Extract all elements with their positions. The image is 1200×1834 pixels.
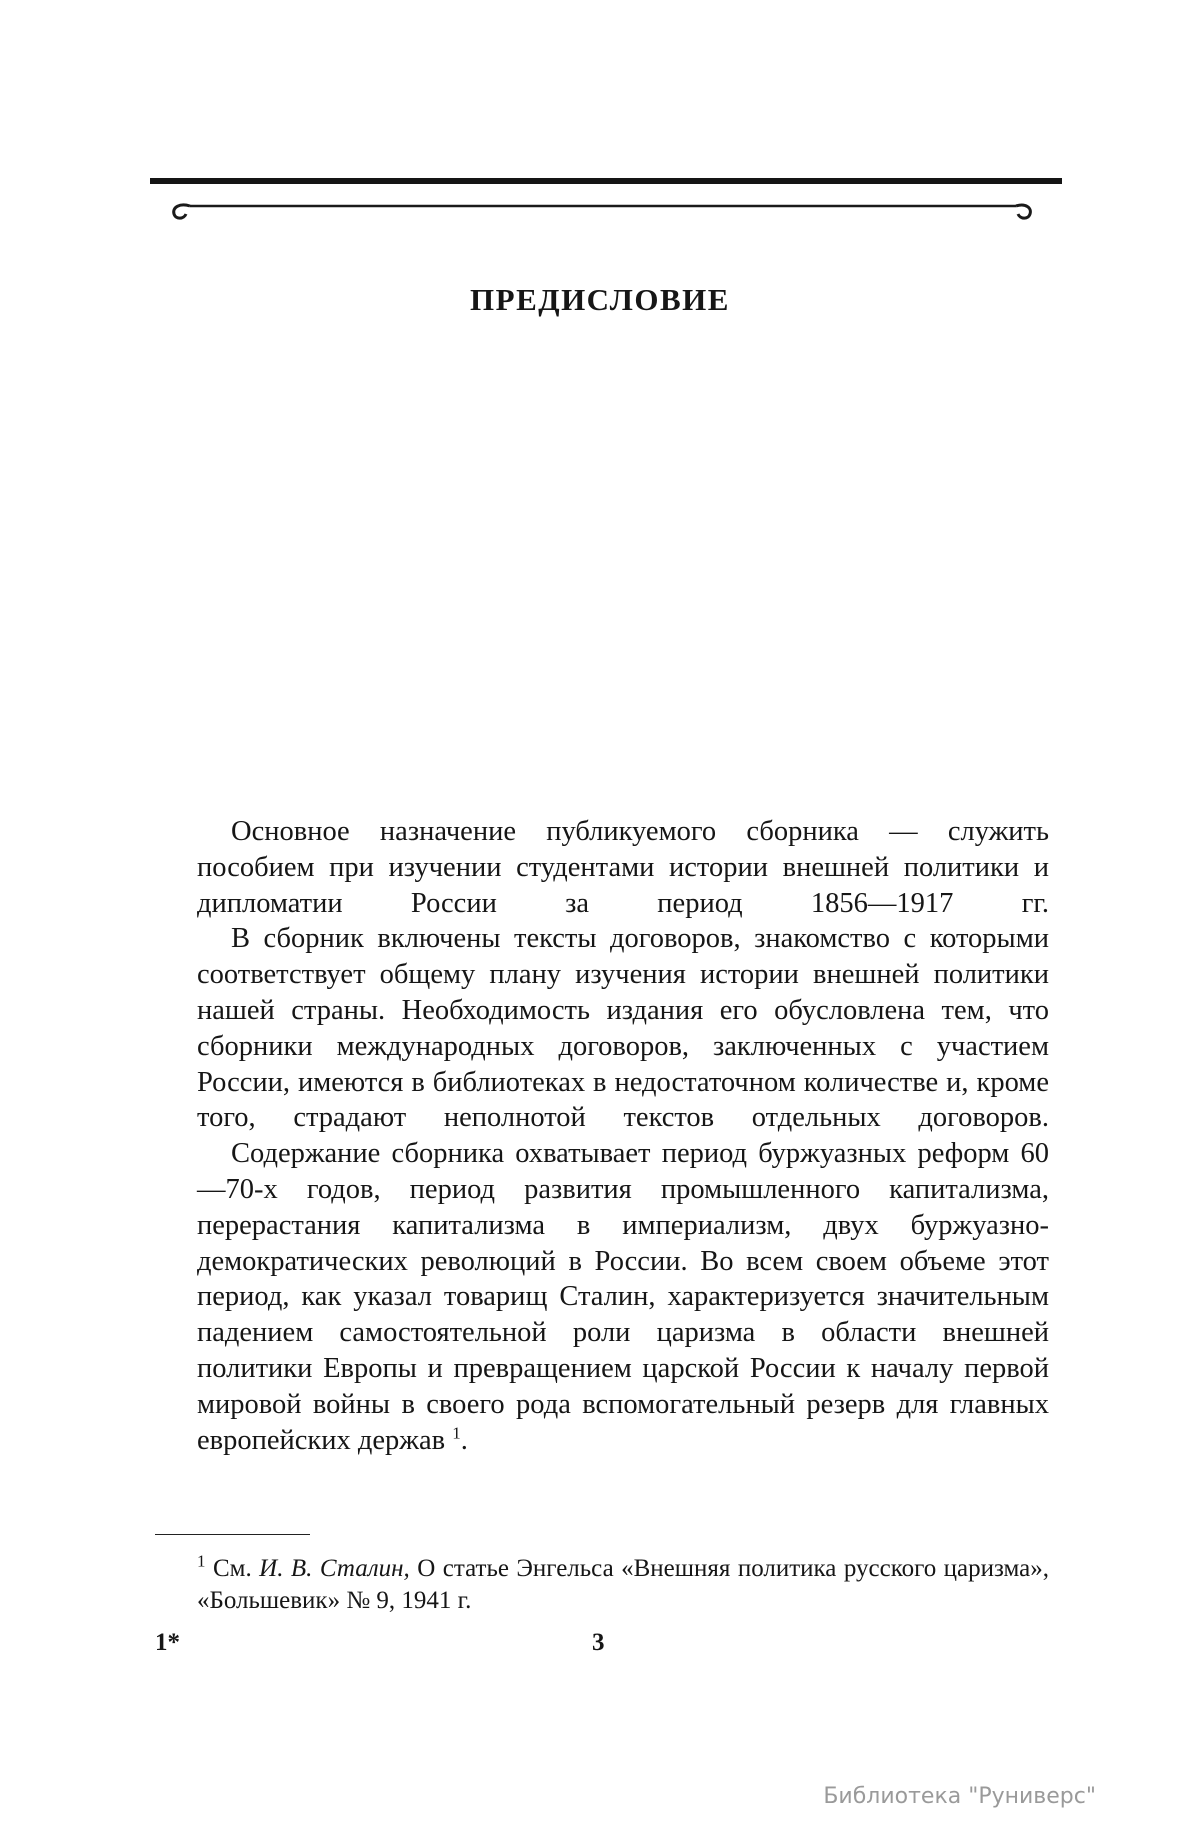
paragraph-1: Основное назначение публикуемого сборника — служить пособием при изучении студентами истории внешней политики и дипломатии России за период 1856—1917 гг. bbox=[197, 816, 1049, 919]
footnote bbox=[197, 1553, 1049, 1617]
footnote-divider bbox=[155, 1534, 310, 1535]
footnote-text: О статье Энгельса «Внешняя политика русского царизма», «Большевик» № 9, 1941 г. bbox=[197, 1555, 1050, 1614]
paragraph-2: В сборник включены тексты договоров, знакомство с которыми соответствует общему плану изучения истории внешней политики нашей страны. Необходимость издания его обусловлена тем, что сборники международных договоров, заключенных с участием России, имеются в библиотеках в недостаточном количестве и, кроме того, страдают неполнотой текстов отдельных договоров. bbox=[197, 923, 1049, 1134]
header-ornament bbox=[150, 170, 1062, 240]
footnote-reference: 1 bbox=[452, 1423, 461, 1443]
signature-mark: 1* bbox=[155, 1629, 180, 1656]
footnote-prefix: См. bbox=[212, 1555, 252, 1582]
body-text bbox=[197, 814, 1049, 1458]
paragraph-3: Содержание сборника охватывает период буржуазных реформ 60—70-х годов, период развития промышленного капитализма, перерастания капитализма в империализм, двух буржуазно-демократических революций в России. Во всем своем объеме этот период, как указал товарищ Сталин, характеризуется значительным падением самостоятельной роли царизма в области внешней политики Европы и превращением царской России к началу первой мировой войны в своего рода вспомогательный резерв для главных европейских держав $^1$. bbox=[197, 1138, 1049, 1456]
page-number: 3 bbox=[592, 1629, 605, 1656]
page-title: ПРЕДИСЛОВИЕ bbox=[470, 282, 730, 317]
footnote-author: И. В. Сталин, bbox=[259, 1555, 410, 1582]
paragraph-3-text: Содержание сборника охватывает период буржуазных реформ 60—70-х годов, период развития промышленного капитализма, перерастания капитализма в империализм, двух буржуазно-демократических революций в России. Во всем своем объеме этот период, как указал товарищ Сталин, характеризуется значительным падением самостоятельной роли царизма в области внешней политики Европы и превращением царской России к началу первой мировой войны в своего рода вспомогательный резерв для главных европейских держав bbox=[197, 1138, 1049, 1456]
footnote-marker: 1 bbox=[197, 1551, 206, 1571]
library-watermark: Библиотека "Руниверс" bbox=[823, 1784, 1096, 1809]
